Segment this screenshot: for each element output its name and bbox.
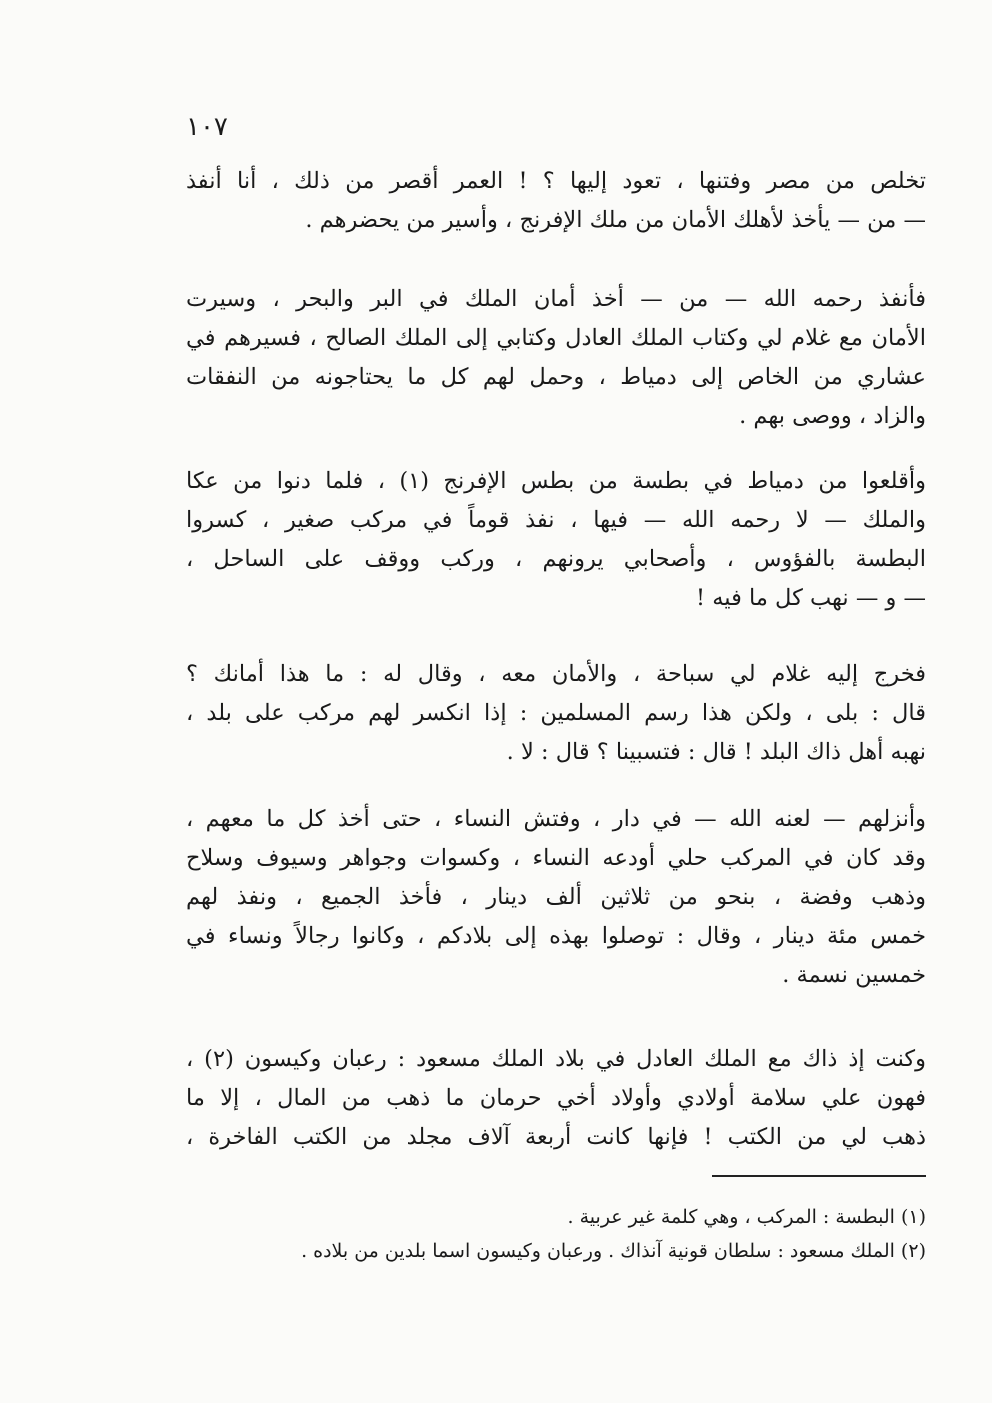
paragraph-line: وقد كان في المركب حلي أودعه النساء ، وكسوات وجواهر وسيوف وسلاح [186, 845, 926, 871]
paragraph-line: وأنزلهم — لعنه الله — في دار ، وفتش النساء ، حتى أخذ كل ما معهم ، [186, 806, 926, 832]
paragraph-line: البطسة بالفؤوس ، وأصحابي يرونهم ، وركب ووقف على الساحل ، [186, 546, 926, 572]
footnotes [186, 1200, 926, 1268]
paragraph-line: وكنت إذ ذاك مع الملك العادل في بلاد الملك مسعود : رعبان وكيسون (٢) ، [186, 1046, 926, 1072]
paragraph-line: خمس مئة دينار ، وقال : توصلوا بهذه إلى بلادكم ، وكانوا رجالاً ونساء في [186, 923, 926, 949]
paragraph-line: وأقلعوا من دمياط في بطسة من بطس الإفرنج (١) ، فلما دنوا من عكا [186, 468, 926, 494]
footnote-divider [712, 1175, 926, 1177]
paragraph-line: فخرج إليه غلام لي سباحة ، والأمان معه ، وقال له : ما هذا أمانك ؟ [186, 661, 926, 687]
paragraph-line: نهبه أهل ذاك البلد ! قال : فتسبينا ؟ قال : لا . [506, 739, 926, 765]
paragraph-3 [186, 462, 926, 618]
paragraph-line: — من — يأخذ لأهلك الأمان من ملك الإفرنج ، وأسير من يحضرهم . [305, 207, 926, 233]
paragraph-line: فهون علي سلامة أولادي وأولاد أخي حرمان ما ذهب من المال ، إلا ما [186, 1085, 926, 1111]
paragraph-4 [186, 655, 926, 772]
paragraph-line: وذهب وفضة ، بنحو من ثلاثين ألف دينار ، فأخذ الجميع ، ونفذ لهم [186, 884, 926, 910]
paragraph-line: والزاد ، ووصى بهم . [739, 403, 926, 429]
page-number: ١٠٧ [186, 112, 228, 142]
paragraph-line: الأمان مع غلام لي وكتاب الملك العادل وكتابي إلى الملك الصالح ، فسيرهم في [186, 325, 926, 351]
paragraph-line: عشاري من الخاص إلى دمياط ، وحمل لهم كل ما يحتاجونه من النفقات [186, 364, 926, 390]
paragraph-2 [186, 280, 926, 436]
paragraph-line: خمسين نسمة . [782, 962, 926, 988]
paragraph-line: ذهب لي من الكتب ! فإنها كانت أربعة آلاف مجلد من الكتب الفاخرة ، [186, 1124, 926, 1150]
paragraph-line: والملك — لا رحمه الله — فيها ، نفذ قوماً في مركب صغير ، كسروا [186, 507, 926, 533]
paragraph-line: — و — نهب كل ما فيه ! [696, 585, 926, 611]
paragraph-5 [186, 800, 926, 995]
paragraph-6 [186, 1040, 926, 1157]
paragraph-1 [186, 162, 926, 240]
paragraph-line: فأنفذ رحمه الله — من — أخذ أمان الملك في البر والبحر ، وسيرت [186, 286, 926, 312]
paragraph-line: تخلص من مصر وفتنها ، تعود إليها ؟ ! العمر أقصر من ذلك ، أنا أنفذ [186, 168, 926, 194]
footnote-1: (١) البطسة : المركب ، وهي كلمة غير عربية . [567, 1206, 926, 1228]
paragraph-line: قال : بلى ، ولكن هذا رسم المسلمين : إذا انكسر لهم مركب على بلد ، [186, 700, 926, 726]
footnote-2: (٢) الملك مسعود : سلطان قونية آنذاك . ورعبان وكيسون اسما بلدين من بلاده . [301, 1240, 926, 1262]
